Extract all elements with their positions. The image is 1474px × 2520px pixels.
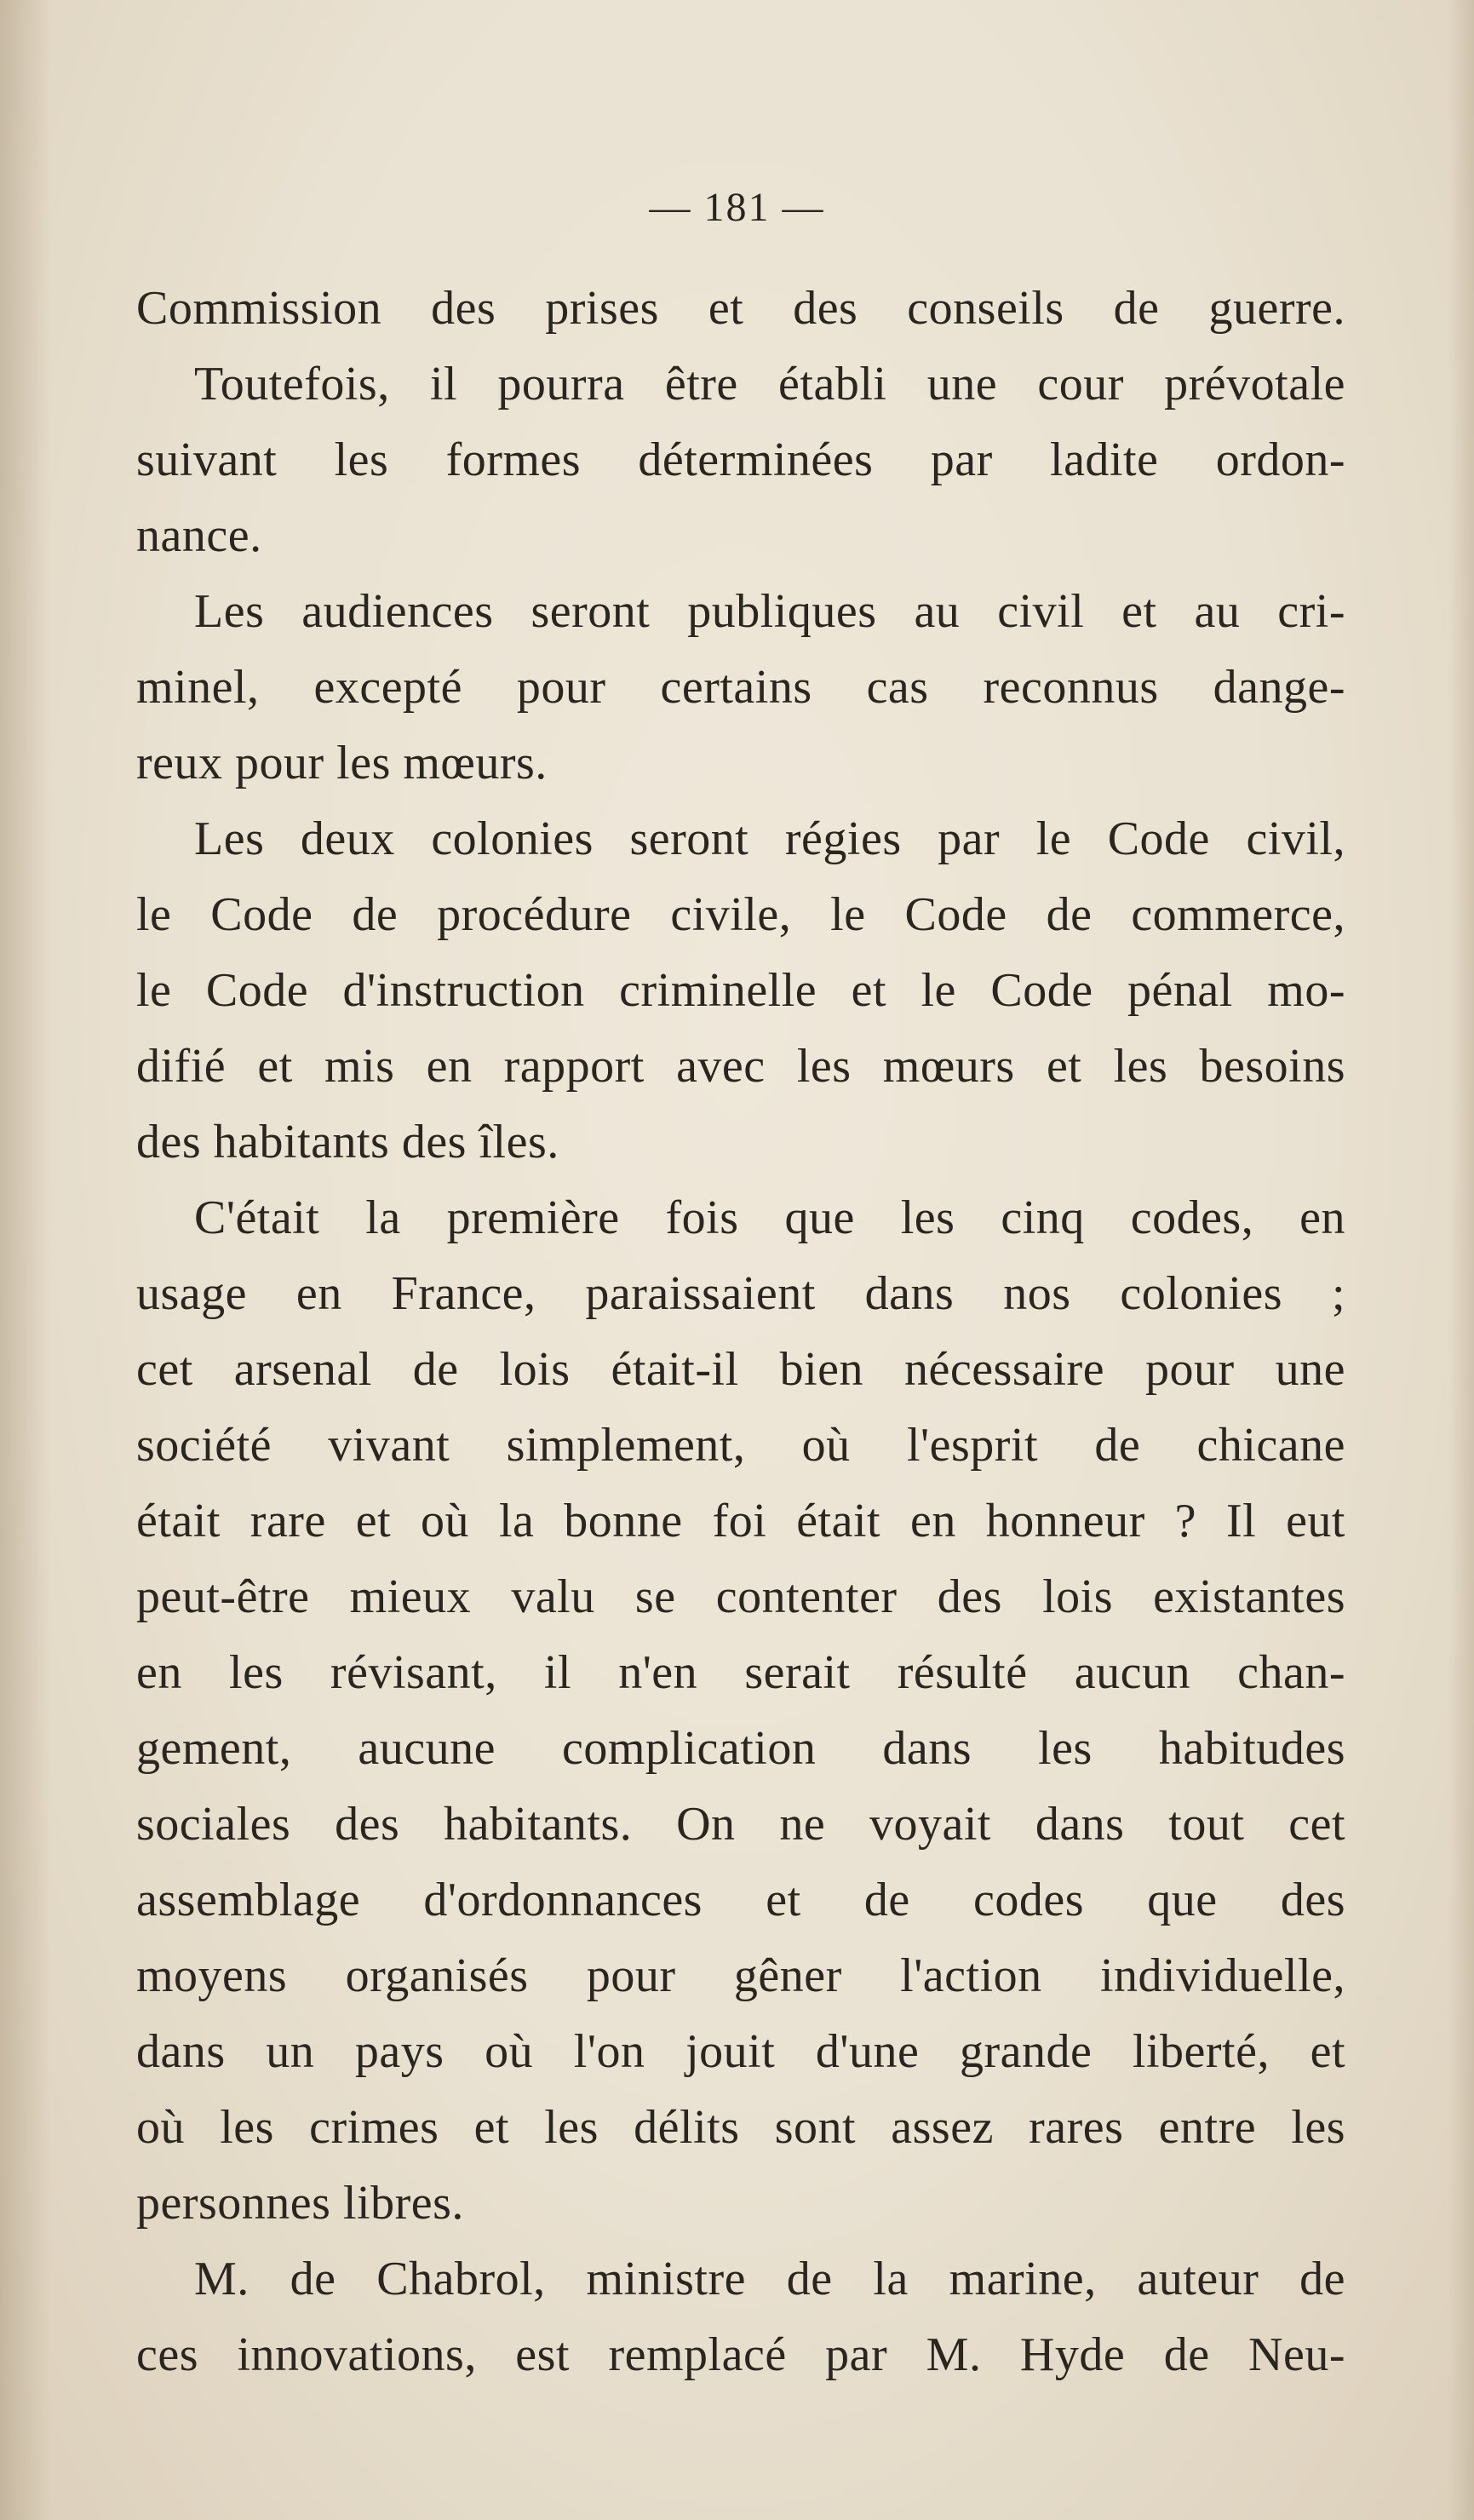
text-line: M. de Chabrol, ministre de la marine, auteur de [194, 2253, 1345, 2305]
text-line: minel, excepté pour certains cas reconnus dange- [136, 661, 1345, 714]
text-line: personnes libres. [136, 2177, 464, 2230]
text-line: moyens organisés pour gêner l'action individuelle, [136, 1949, 1345, 2002]
text-line: société vivant simplement, où l'esprit de chicane [136, 1419, 1345, 1472]
text-line: C'était la première fois que les cinq codes, en [194, 1191, 1345, 1244]
body-text [136, 271, 1345, 2393]
text-line: sociales des habitants. On ne voyait dans tout cet [136, 1798, 1345, 1851]
text-line: reux pour les mœurs. [136, 737, 548, 789]
text-line: assemblage d'ordonnances et de codes que des [136, 1874, 1345, 1926]
text-line: usage en France, paraissaient dans nos colonies ; [136, 1267, 1345, 1320]
text-line: le Code d'instruction criminelle et le Code pénal mo- [136, 964, 1345, 1017]
text-line: où les crimes et les délits sont assez rares entre les [136, 2101, 1345, 2154]
text-line: Toutefois, il pourra être établi une cour prévotale [194, 358, 1345, 410]
text-line: cet arsenal de lois était-il bien nécessaire pour une [136, 1343, 1345, 1396]
page-edge-shadow-left [0, 0, 51, 2520]
text-line: le Code de procédure civile, le Code de commerce, [136, 888, 1345, 941]
text-line: Commission des prises et des conseils de guerre. [136, 282, 1345, 335]
text-line: des habitants des îles. [136, 1116, 559, 1168]
text-line: gement, aucune complication dans les habitudes [136, 1722, 1345, 1775]
text-line: Les audiences seront publiques au civil et au cri- [194, 585, 1345, 638]
text-line: était rare et où la bonne foi était en honneur ? Il eut [136, 1495, 1345, 1547]
page-edge-shadow-right [1448, 0, 1474, 2520]
page-number: — 181 — [649, 185, 825, 230]
text-line: ces innovations, est remplacé par M. Hyde de Neu- [136, 2328, 1345, 2381]
text-line: difié et mis en rapport avec les mœurs et les besoins [136, 1040, 1345, 1093]
text-line: nance. [136, 509, 262, 562]
text-line: Les deux colonies seront régies par le Code civil, [194, 812, 1345, 865]
text-line: en les révisant, il n'en serait résulté aucun chan- [136, 1646, 1345, 1699]
text-line: peut-être mieux valu se contenter des lois existantes [136, 1570, 1345, 1623]
text-line: dans un pays où l'on jouit d'une grande liberté, et [136, 2025, 1345, 2078]
text-line: suivant les formes déterminées par ladite ordon- [136, 433, 1345, 486]
